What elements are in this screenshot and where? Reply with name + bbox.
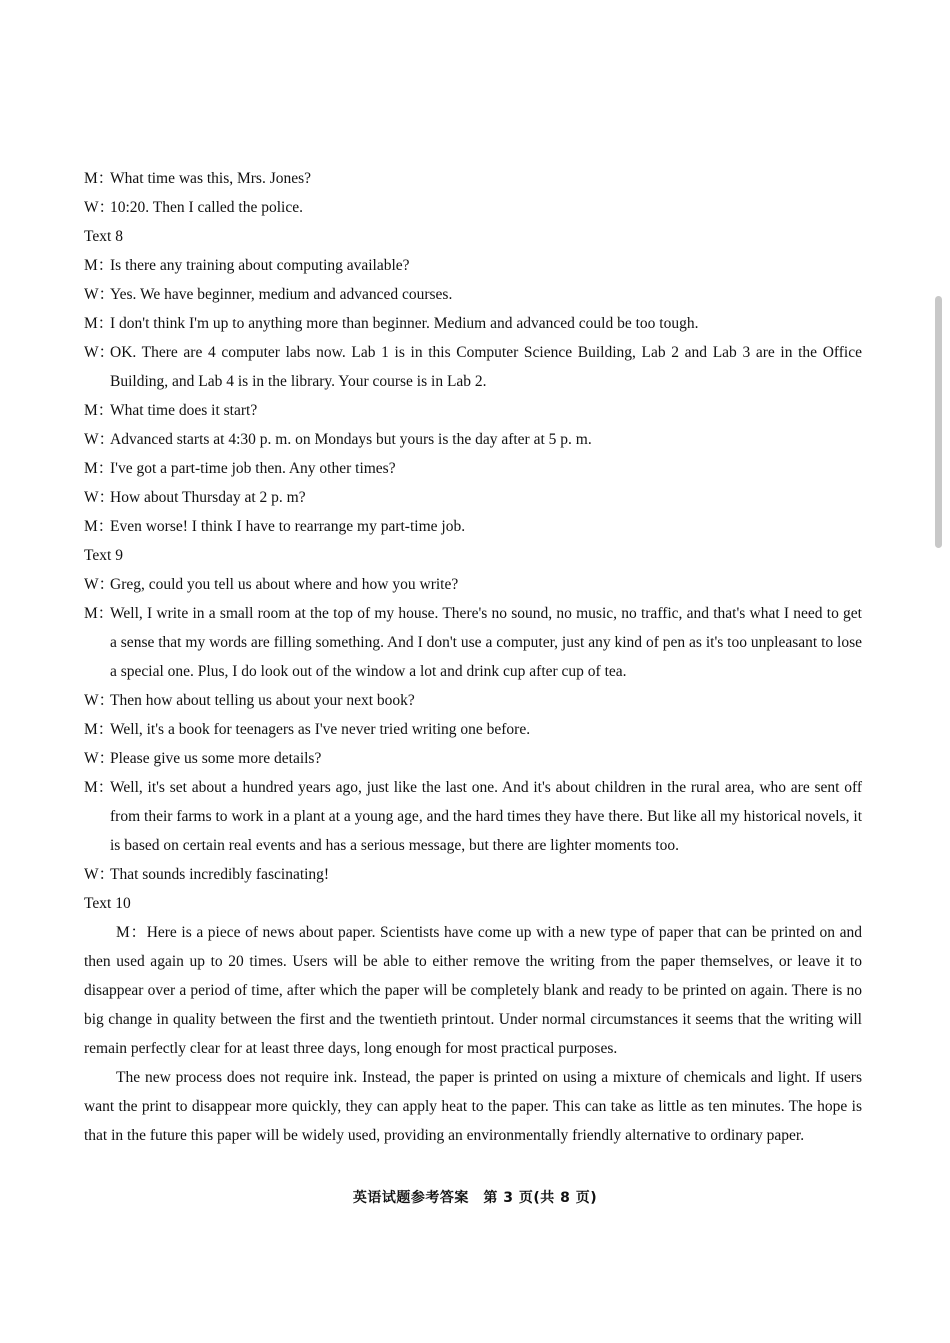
monologue-paragraph: M：Here is a piece of news about paper. Scientists have come up with a new type of paper that can be printed on and then used again up to 20 times. Users will be able to either remove the writing from the paper themselves, or leave it to disappear over a period of time, after which the paper will be completely blank and ready to be printed on again. There is no big change in quality between the first and the twentieth printout. Under normal circumstances it seems that the writing will remain perfectly clear for at least three days, long enough for most practical purposes. bbox=[84, 924, 862, 1057]
speaker-label: W： bbox=[84, 750, 115, 767]
dialogue-line bbox=[84, 454, 862, 483]
dialogue-text: Then how about telling us about your next book? bbox=[110, 692, 415, 709]
dialogue-text: OK. There are 4 computer labs now. Lab 1 is in this Computer Science Building, Lab 2 and Lab 3 are in the Office Building, and Lab 4 is in the library. Your course is in Lab 2. bbox=[110, 344, 862, 390]
speaker-label: W： bbox=[84, 431, 115, 448]
dialogue-text: Even worse! I think I have to rearrange my part-time job. bbox=[110, 518, 466, 535]
dialogue-line bbox=[84, 483, 862, 512]
dialogue-line bbox=[84, 251, 862, 280]
speaker-label: M： bbox=[84, 315, 114, 332]
speaker-label: M： bbox=[84, 402, 114, 419]
speaker-label: M： bbox=[84, 605, 114, 622]
speaker-label: M： bbox=[84, 257, 114, 274]
transcript-body bbox=[84, 164, 862, 1150]
vertical-scrollbar[interactable] bbox=[935, 296, 942, 548]
dialogue-line bbox=[84, 570, 862, 599]
speaker-label: M： bbox=[84, 518, 114, 535]
dialogue-line bbox=[84, 773, 862, 860]
dialogue-line bbox=[84, 193, 862, 222]
speaker-label: M： bbox=[84, 721, 114, 738]
dialogue-text: I've got a part-time job then. Any other times? bbox=[110, 460, 396, 477]
dialogue-text: 10:20. Then I called the police. bbox=[110, 199, 303, 216]
dialogue-text: Is there any training about computing available? bbox=[110, 257, 410, 274]
page-footer: 英语试题参考答案 第 3 页(共 8 页) bbox=[352, 1190, 598, 1206]
speaker-label: W： bbox=[84, 866, 115, 883]
dialogue-line bbox=[84, 396, 862, 425]
dialogue-text: Well, it's a book for teenagers as I've never tried writing one before. bbox=[110, 721, 531, 738]
dialogue-line bbox=[84, 715, 862, 744]
dialogue-text: Well, I write in a small room at the top of my house. There's no sound, no music, no traffic, and that's what I need to get a sense that my words are filling something. And I don't use a computer, just any kind of pen as it's too unpleasant to lose a special one. Plus, I do look out of the window a lot and drink cup after cup of tea. bbox=[110, 605, 862, 680]
dialogue-text: What time does it start? bbox=[110, 402, 258, 419]
section-heading-text-9: Text 9 bbox=[84, 547, 123, 564]
dialogue-text: Well, it's set about a hundred years ago, just like the last one. And it's about children in the rural area, who are sent off from their farms to work in a plant at a young age, and the hard times they have there. But like all my historical novels, it is based on certain real events and has a serious message, but there are lighter moments too. bbox=[110, 779, 862, 854]
dialogue-line bbox=[84, 599, 862, 686]
dialogue-text: Greg, could you tell us about where and how you write? bbox=[110, 576, 459, 593]
dialogue-text: Advanced starts at 4:30 p. m. on Mondays but yours is the day after at 5 p. m. bbox=[110, 431, 592, 448]
speaker-label: W： bbox=[84, 199, 115, 216]
dialogue-line bbox=[84, 338, 862, 396]
dialogue-line bbox=[84, 280, 862, 309]
speaker-label: W： bbox=[84, 576, 115, 593]
dialogue-line bbox=[84, 512, 862, 541]
speaker-label: M： bbox=[84, 460, 114, 477]
speaker-label: W： bbox=[84, 692, 115, 709]
section-heading-text-8: Text 8 bbox=[84, 228, 123, 245]
monologue-paragraph: The new process does not require ink. Instead, the paper is printed on using a mixture of chemicals and light. If users want the print to disappear more quickly, they can apply heat to the paper. This can take as little as ten minutes. The hope is that in the future this paper will be widely used, providing an environmentally friendly alternative to ordinary paper. bbox=[84, 1069, 862, 1144]
dialogue-text: How about Thursday at 2 p. m? bbox=[110, 489, 306, 506]
dialogue-line bbox=[84, 309, 862, 338]
dialogue-line bbox=[84, 860, 862, 889]
dialogue-line bbox=[84, 425, 862, 454]
dialogue-line bbox=[84, 744, 862, 773]
speaker-label: W： bbox=[84, 286, 115, 303]
section-heading-text-10: Text 10 bbox=[84, 895, 131, 912]
dialogue-text: What time was this, Mrs. Jones? bbox=[110, 170, 312, 187]
dialogue-text: That sounds incredibly fascinating! bbox=[110, 866, 330, 883]
speaker-label: W： bbox=[84, 344, 115, 361]
dialogue-line bbox=[84, 164, 862, 193]
dialogue-text: I don't think I'm up to anything more than beginner. Medium and advanced could be too tough. bbox=[110, 315, 699, 332]
dialogue-text: Please give us some more details? bbox=[110, 750, 322, 767]
speaker-label: M： bbox=[84, 779, 114, 796]
speaker-label: W： bbox=[84, 489, 115, 506]
speaker-label: M： bbox=[84, 170, 114, 187]
dialogue-line bbox=[84, 686, 862, 715]
dialogue-text: Yes. We have beginner, medium and advanced courses. bbox=[110, 286, 453, 303]
